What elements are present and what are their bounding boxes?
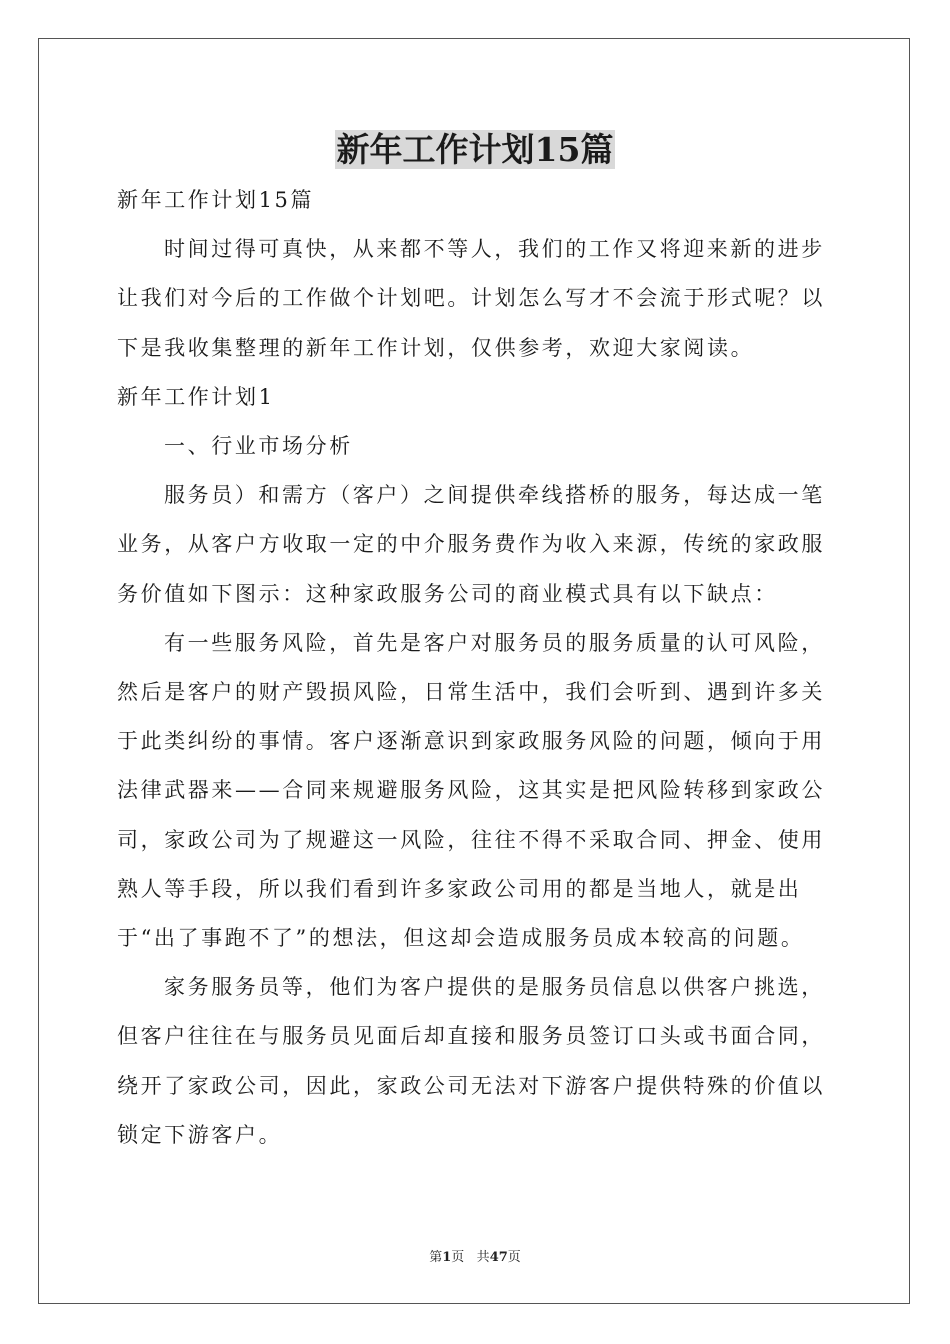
paragraph: 有一些服务风险，首先是客户对服务员的服务质量的认可风险，然后是客户的财产毁损风险，日常生活中，我们会听到、遇到许多关于此类纠纷的事情。客户逐渐意识到家政服务风险的问题，倾向于用法律武器来——合同来规避服务风险，这其实是把风险转移到家政公司，家政公司为了规避这一风险，往往不得不采取合同、押金、使用熟人等手段，所以我们看到许多家政公司用的都是当地人，就是出于“出了事跑不了”的想法，但这却会造成服务员成本较高的问题。 [117, 630, 825, 951]
paragraph: 新年工作计划15篇 [117, 188, 315, 212]
total-suffix: 页 [507, 1250, 521, 1265]
paragraph: 时间过得可真快，从来都不等人，我们的工作又将迎来新的进步让我们对今后的工作做个计划吧。计划怎么写才不会流于形式呢？以下是我收集整理的新年工作计划，仅供参考，欢迎大家阅读。 [117, 237, 825, 360]
page-footer [0, 1246, 950, 1265]
document-body [117, 176, 837, 1160]
document-title [0, 128, 950, 172]
page-suffix: 页 [451, 1250, 465, 1265]
page-prefix: 第 [429, 1250, 443, 1265]
subsection-heading: 一、行业市场分析 [164, 434, 353, 459]
paragraph: 服务员）和需方（客户）之间提供牵线搭桥的服务，每达成一笔业务，从客户方收取一定的中介服务费作为收入来源，传统的家政服务价值如下图示：这种家政服务公司的商业模式具有以下缺点： [117, 483, 825, 606]
total-prefix: 共 [476, 1250, 490, 1265]
section-heading: 新年工作计划1 [117, 384, 275, 409]
current-page-number: 1 [442, 1250, 452, 1265]
paragraph: 家务服务员等，他们为客户提供的是服务员信息以供客户挑选，但客户往往在与服务员见面后却直接和服务员签订口头或书面合同，绕开了家政公司，因此，家政公司无法对下游客户提供特殊的价值以锁定下游客户。 [117, 975, 825, 1147]
total-pages-number: 47 [489, 1250, 508, 1265]
document-title-text: 新年工作计划15篇 [336, 130, 614, 169]
